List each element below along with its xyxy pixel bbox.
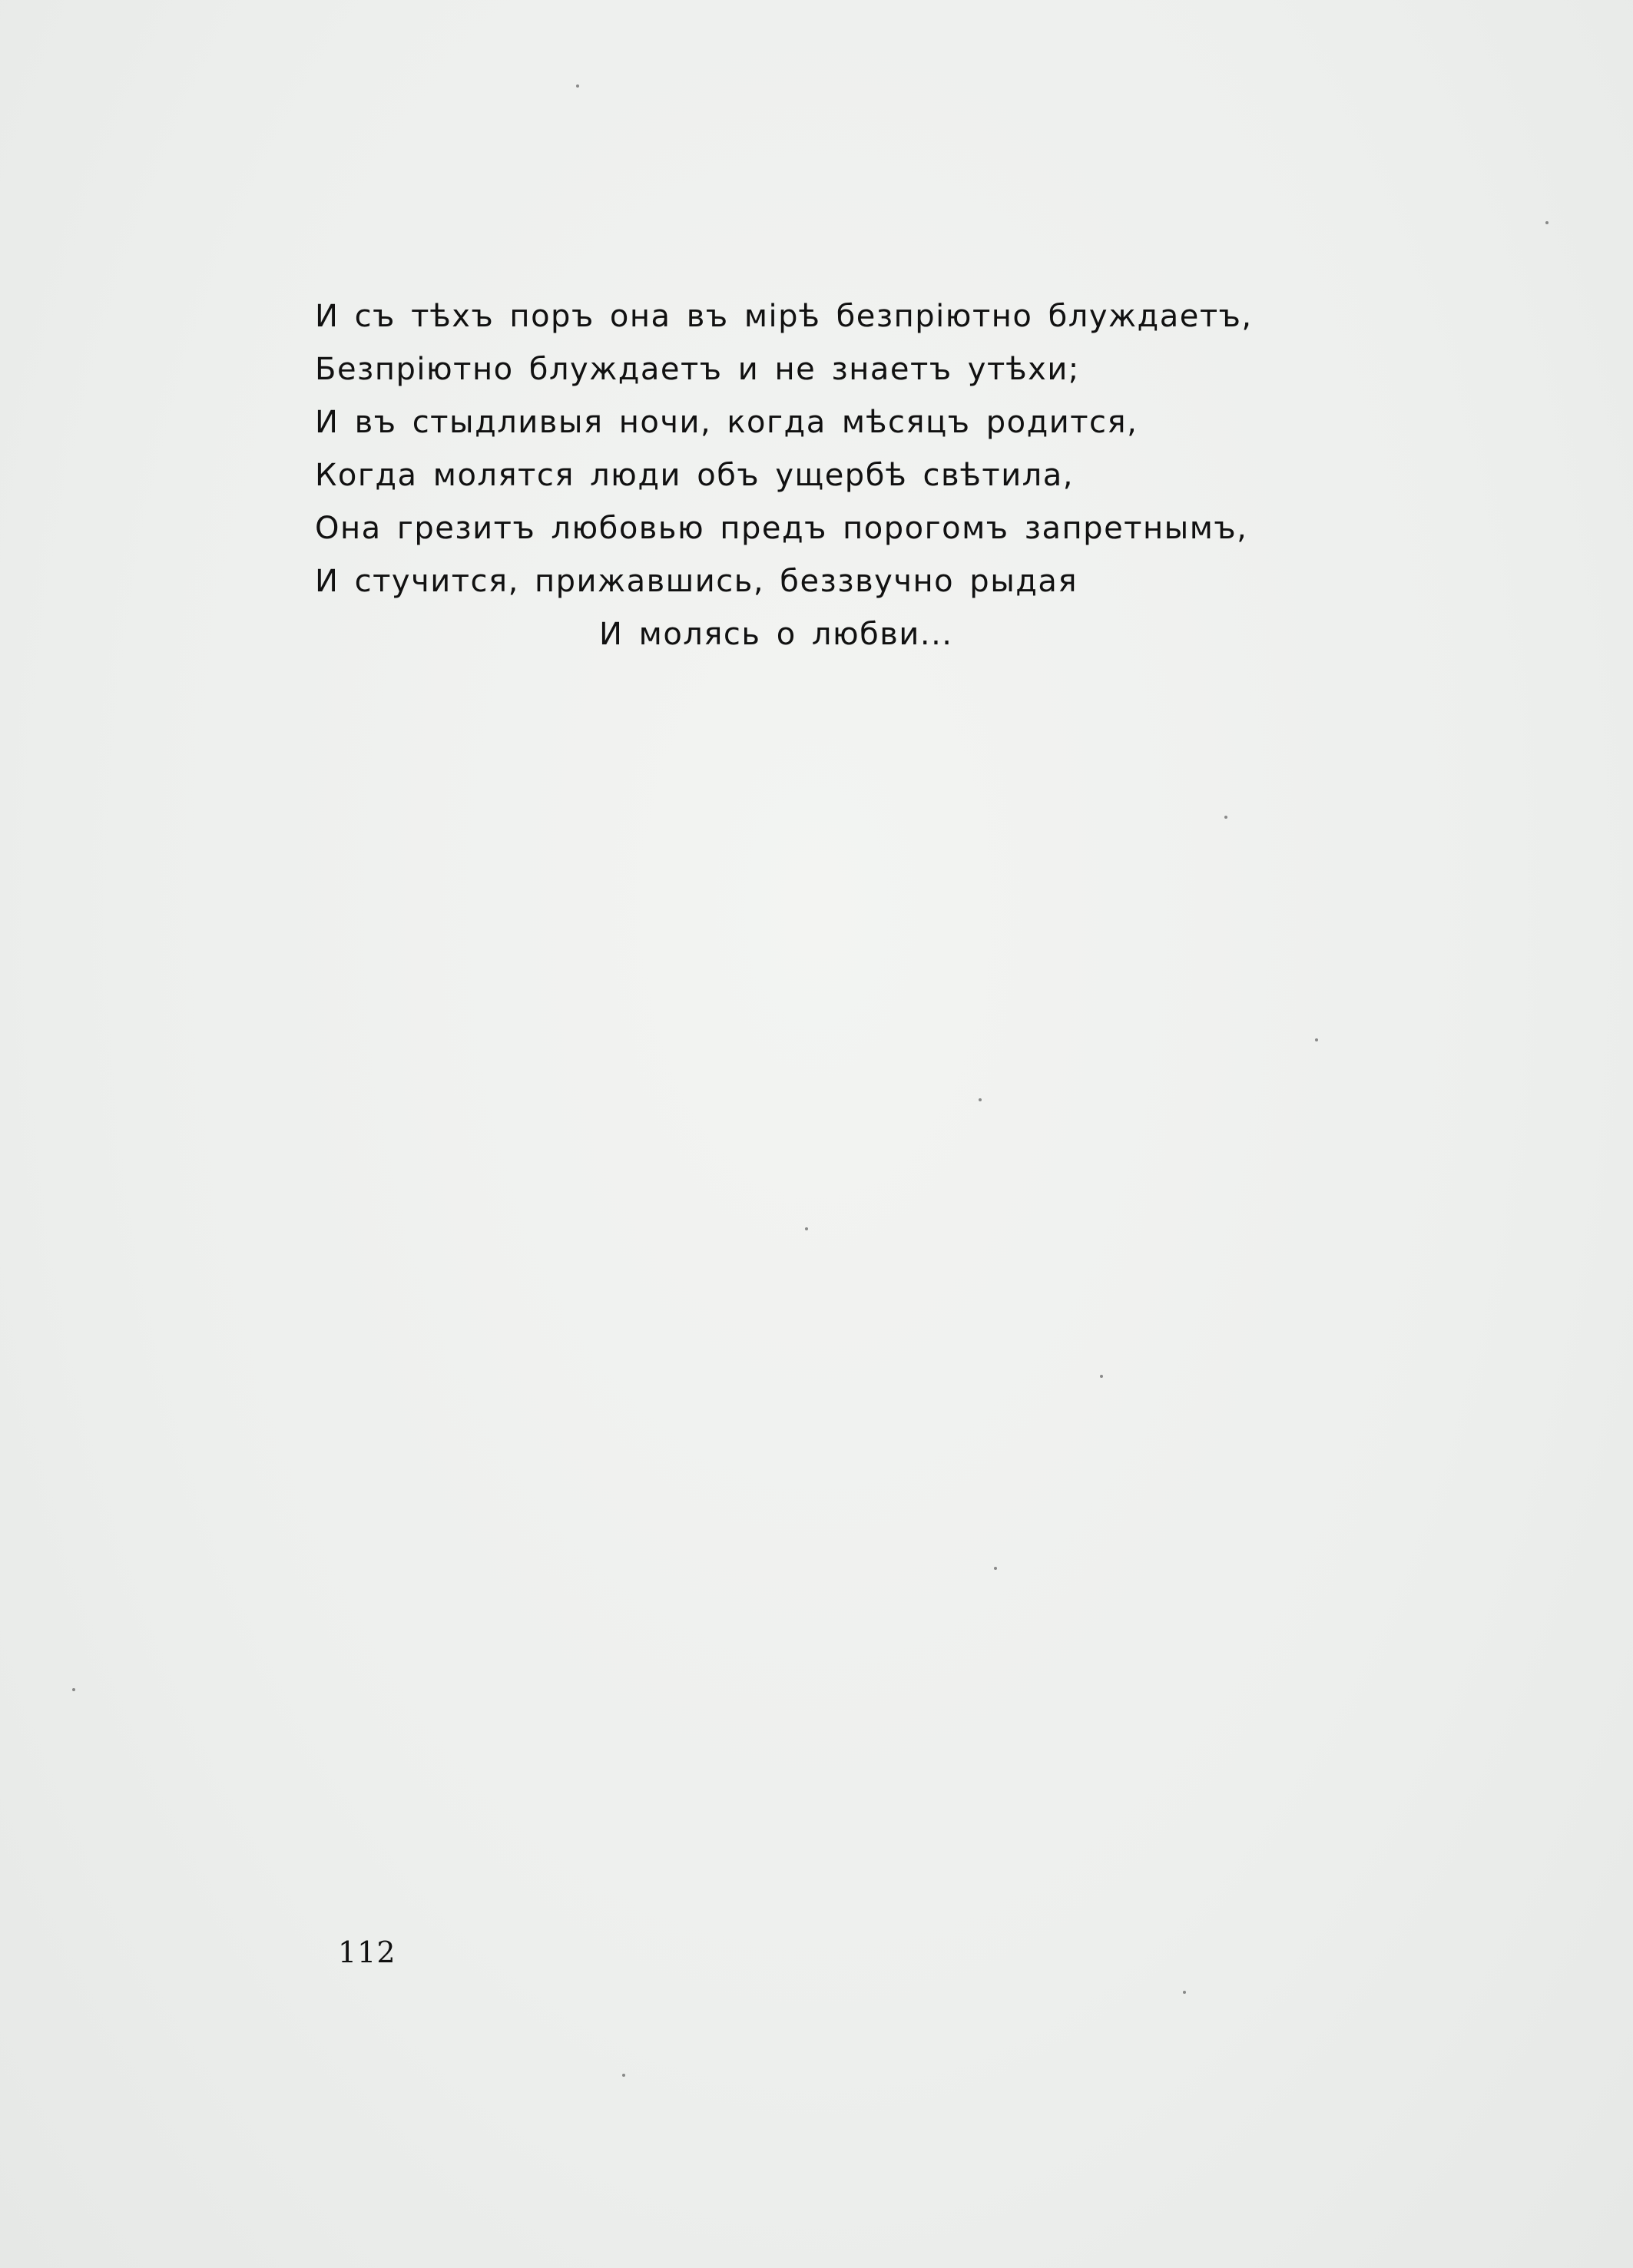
paper-speck	[1224, 816, 1227, 819]
poem-line: И стучится, прижавшись, беззвучно рыдая	[315, 564, 1078, 599]
paper-speck	[72, 1688, 75, 1691]
poem-line: Безпріютно блуждаетъ и не знаетъ утѣхи;	[315, 352, 1080, 387]
page-number: 112	[338, 1935, 396, 1969]
poem-line-final: И молясь о любви...	[599, 617, 953, 652]
paper-speck	[979, 1098, 982, 1101]
paper-speck	[1315, 1038, 1318, 1041]
poem-line: И въ стыдливыя ночи, когда мѣсяцъ родится,	[315, 405, 1138, 440]
poem-line: Когда молятся люди объ ущербѣ свѣтила,	[315, 458, 1074, 493]
paper-speck	[576, 84, 579, 88]
paper-speck	[622, 2074, 625, 2077]
poem-line: И съ тѣхъ поръ она въ мірѣ безпріютно блуждаетъ,	[315, 299, 1253, 334]
paper-speck	[1183, 1991, 1186, 1994]
paper-speck	[805, 1227, 808, 1230]
poem-line: Она грезитъ любовью предъ порогомъ запретнымъ,	[315, 511, 1248, 546]
paper-speck	[1545, 221, 1549, 224]
paper-speck	[994, 1567, 997, 1570]
paper-speck	[1100, 1375, 1103, 1378]
poem-stanza	[315, 290, 1467, 661]
